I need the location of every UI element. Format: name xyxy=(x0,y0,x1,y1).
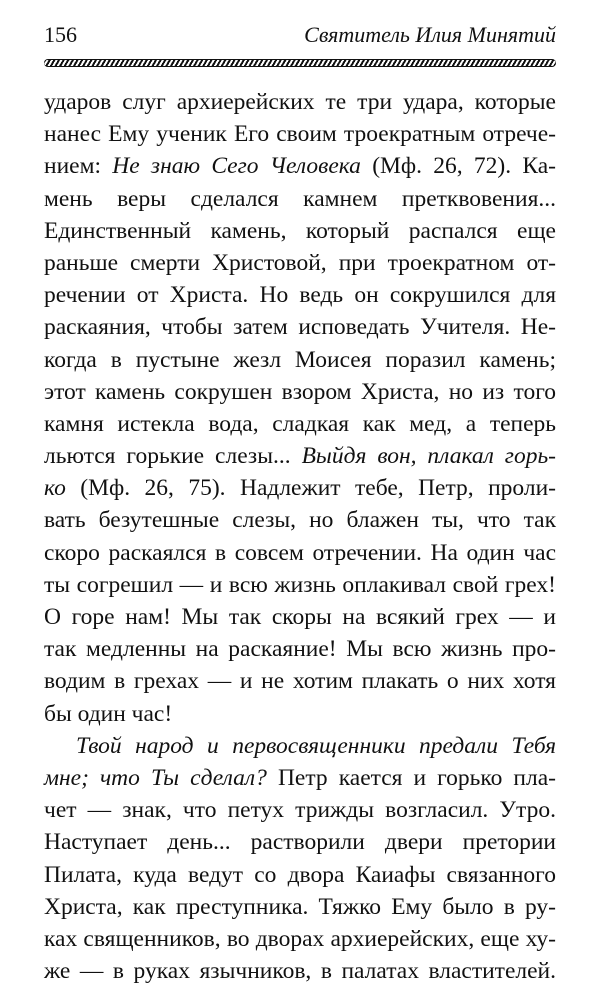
text-span: вать безутешные слезы, но блажен ты, что так xyxy=(44,507,556,534)
text-line xyxy=(44,408,556,440)
text-span: Единственный камень, который распался еще xyxy=(44,217,556,244)
text-span: льются горькие слезы... xyxy=(44,443,302,470)
text-span: Петр кается и горько пла- xyxy=(266,764,556,791)
text-span: ударов слуг архиерейских те три удара, которые xyxy=(44,89,556,115)
text-span: Пилата, куда ведут со двора Каиафы связанного xyxy=(44,861,556,888)
italic-quote: ко xyxy=(44,475,66,502)
text-line xyxy=(44,279,556,311)
text-span: О горе нам! Мы так скоры на всякий грех — и xyxy=(44,604,556,630)
text-line xyxy=(44,794,556,826)
text-line xyxy=(44,698,556,730)
text-span: (Мф. 26, 75). Надлежит тебе, Петр, проли- xyxy=(65,475,556,502)
text-line xyxy=(44,826,556,858)
text-line xyxy=(44,150,556,182)
text-span: так медленны на раскаяние! Мы всю жизнь про- xyxy=(44,636,556,663)
text-line xyxy=(44,504,556,536)
italic-quote: мне; что Ты сделал? xyxy=(44,764,267,791)
text-span: раньше смерти Христовой, при троекратном от- xyxy=(44,249,556,276)
body-text xyxy=(44,86,556,987)
text-span: камня истекла вода, сладкая как мед, а теперь xyxy=(44,410,556,437)
italic-quote: Выйдя вон, плакал горь- xyxy=(301,443,556,470)
text-span: раскаяния, чтобы затем исповедать Учителя. Не- xyxy=(44,314,556,341)
text-line xyxy=(44,247,556,279)
page-number: 156 xyxy=(44,22,77,47)
text-line xyxy=(44,955,556,987)
text-span: речении от Христа. Но ведь он сокрушился для xyxy=(44,282,556,309)
italic-quote: Твой народ и первосвященники предали Тебя xyxy=(76,732,556,759)
text-line xyxy=(44,472,556,504)
text-span: нием: xyxy=(44,153,113,180)
text-line xyxy=(44,891,556,923)
text-line xyxy=(44,440,556,472)
text-line xyxy=(44,633,556,665)
text-span: скоро раскаялся в совсем отречении. На один час xyxy=(44,539,556,566)
text-span: водим в грехах — и не хотим плакать о них хотя xyxy=(44,668,556,695)
italic-quote: Не знаю Сего Человека xyxy=(112,153,361,180)
text-line xyxy=(44,118,556,150)
text-span: (Мф. 26, 72). Ка- xyxy=(360,153,557,180)
text-span: же — в руках язычников, в палатах властителей. xyxy=(44,958,556,985)
text-line xyxy=(44,923,556,955)
text-line xyxy=(44,311,556,343)
text-line xyxy=(44,215,556,247)
text-line xyxy=(44,183,556,215)
text-line xyxy=(44,86,556,118)
text-line xyxy=(44,569,556,601)
text-line xyxy=(44,762,556,794)
text-span: нанес Ему ученик Его своим троекратным отрече- xyxy=(44,121,556,148)
text-span: этот камень сокрушен взором Христа, но из того xyxy=(44,378,556,405)
text-span: бы один час! xyxy=(44,700,173,727)
text-span: мень веры сделался камнем претквовения... xyxy=(44,185,556,212)
text-line xyxy=(44,376,556,408)
running-title: Святитель Илия Минятий xyxy=(304,22,556,47)
rope-divider xyxy=(44,59,556,67)
text-line xyxy=(44,344,556,376)
text-span: ках священников, во дворах архиерейских, еще ху- xyxy=(44,925,556,952)
text-line xyxy=(44,665,556,697)
text-line xyxy=(44,859,556,891)
text-line xyxy=(44,730,556,762)
page-header xyxy=(44,22,556,52)
text-span: чет — знак, что петух трижды возгласил. Утро. xyxy=(44,797,556,824)
text-line xyxy=(44,601,556,633)
text-span: Наступает день... растворили двери претории xyxy=(44,829,556,856)
text-span: ты согрешил — и всю жизнь оплакивал свой грех! xyxy=(44,571,556,598)
text-line xyxy=(44,537,556,569)
text-span: Христа, как преступника. Тяжко Ему было в ру- xyxy=(44,893,556,920)
text-span: когда в пустыне жезл Моисея поразил камень; xyxy=(44,346,556,373)
